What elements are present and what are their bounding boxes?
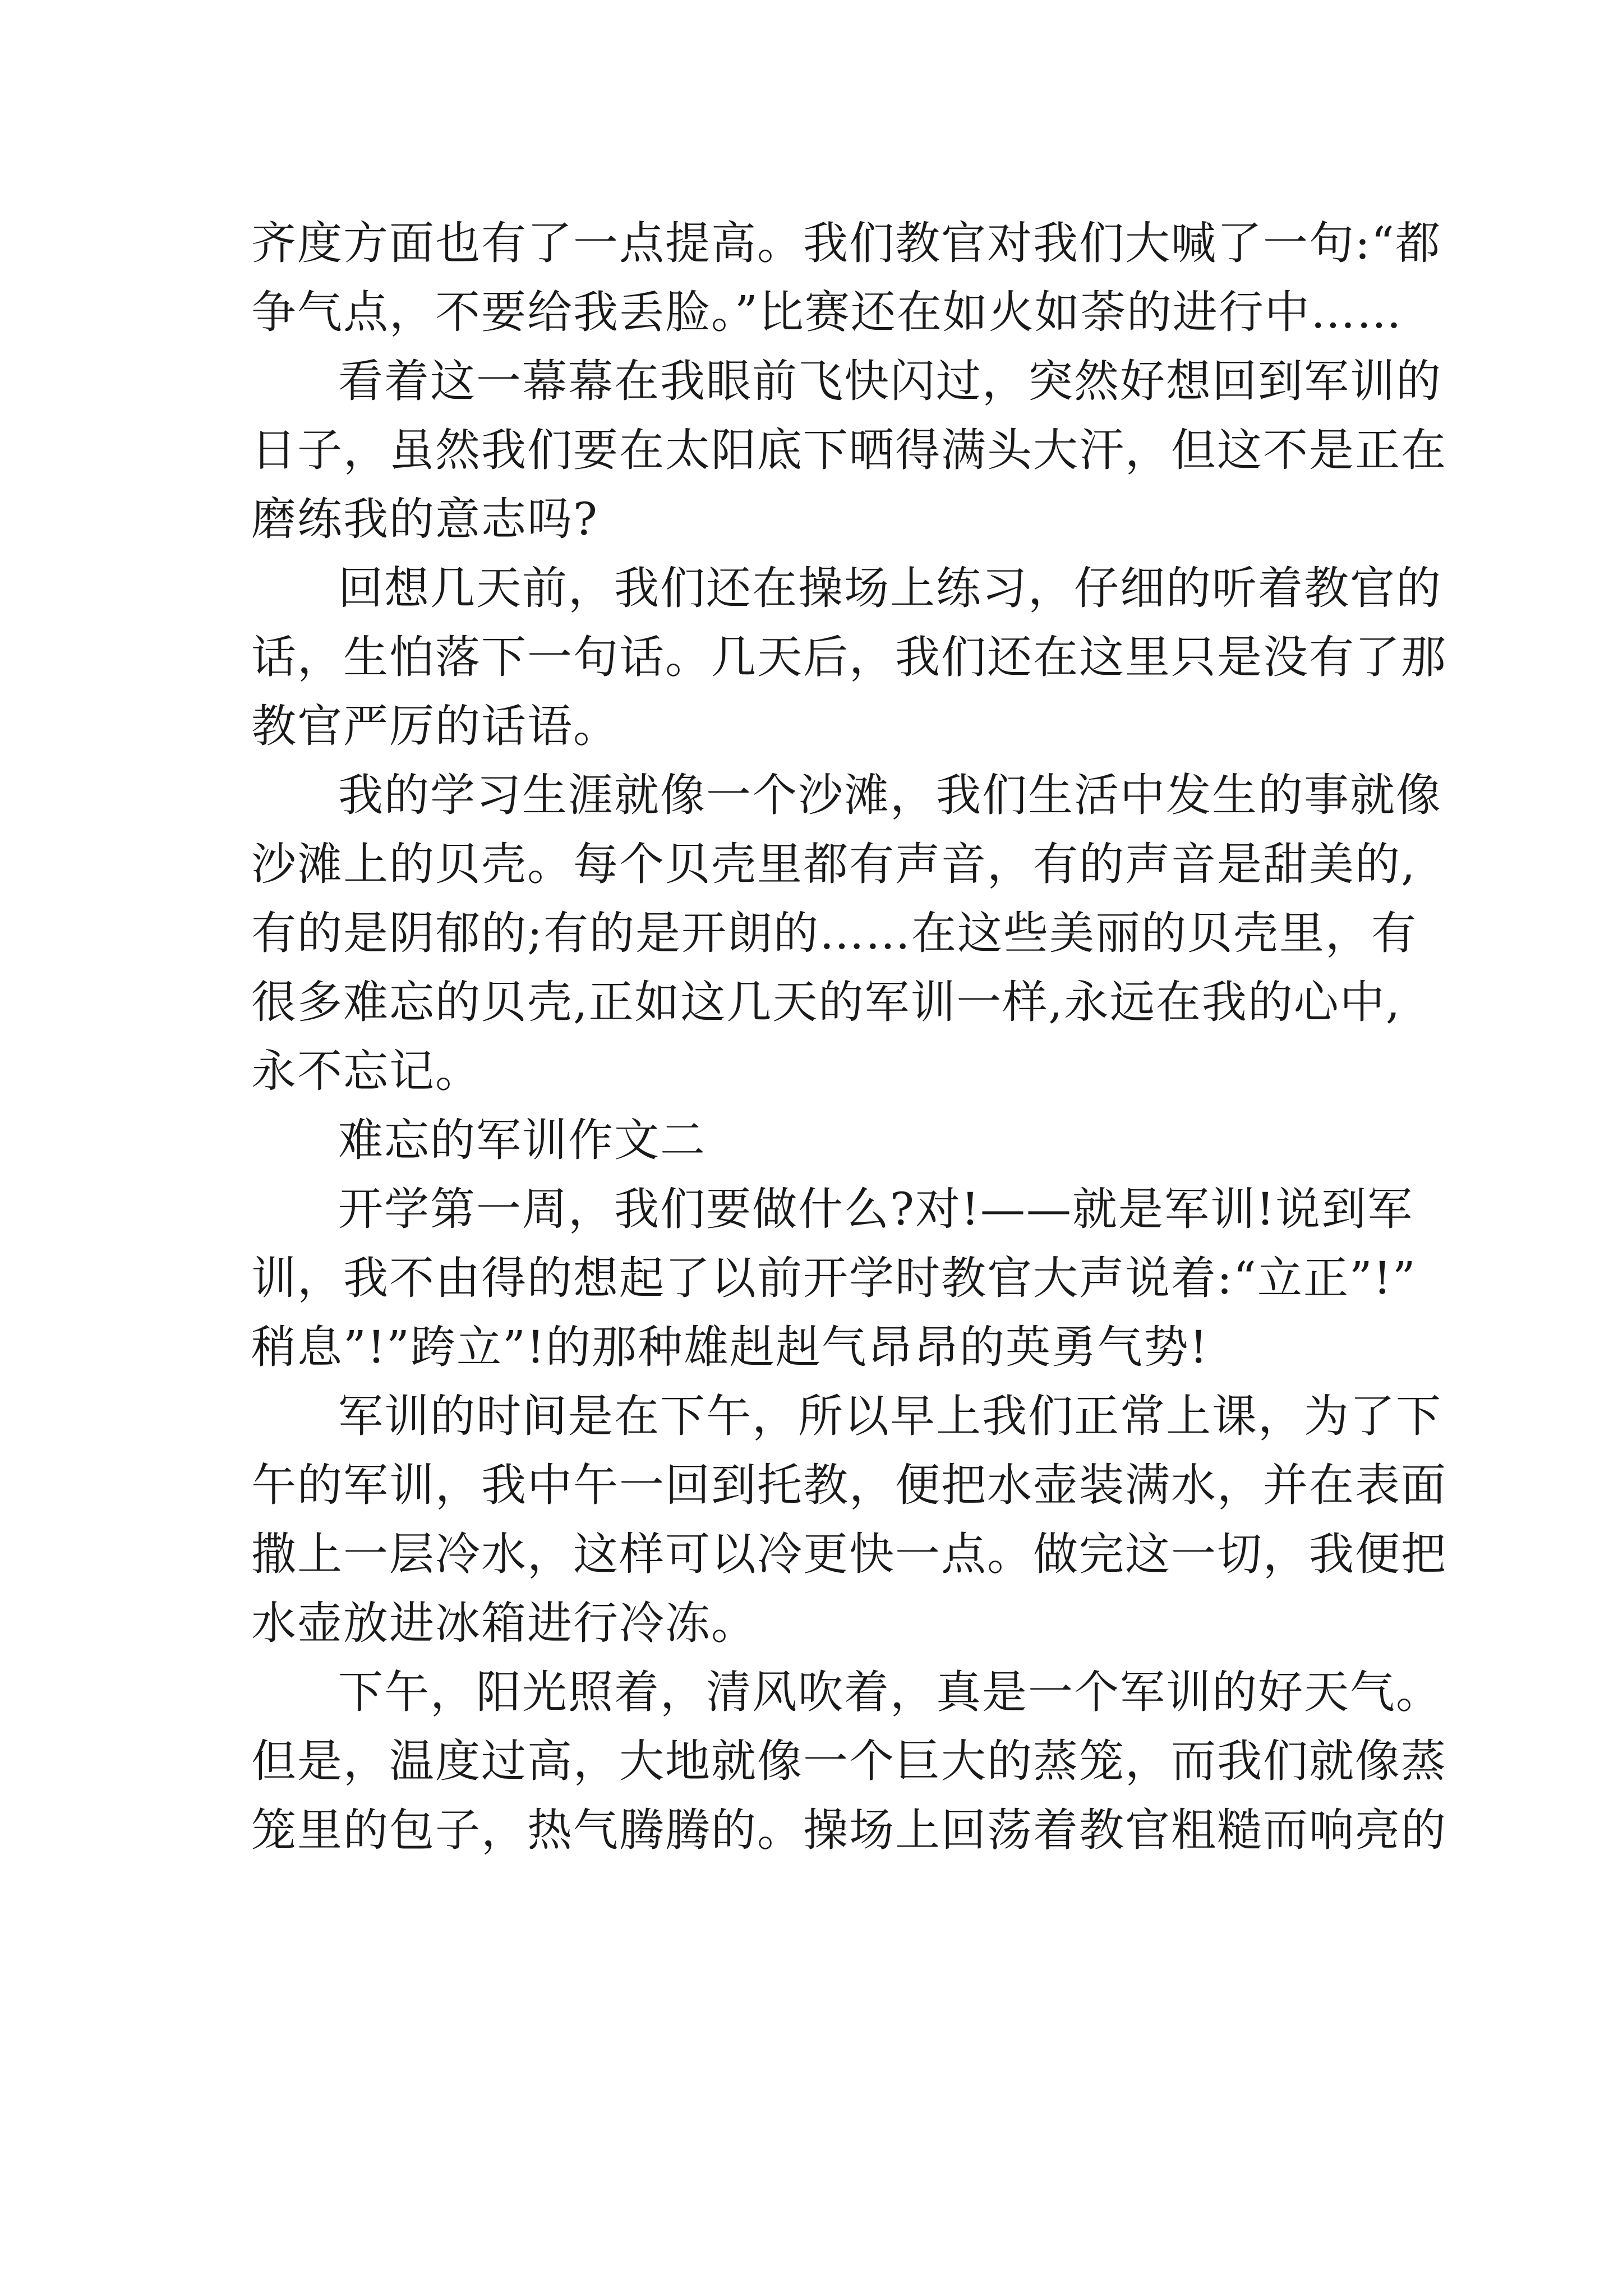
text-line: 沙滩上的贝壳。每个贝壳里都有声音，有的声音是甜美的, <box>251 838 1417 890</box>
text-line: 午的军训，我中午一回到托教，便把水壶装满水，并在表面 <box>251 1459 1447 1511</box>
text-line: 训，我不由得的想起了以前开学时教官大声说着:“立正”!” <box>251 1252 1417 1304</box>
text-line: 永不忘记。 <box>251 1045 481 1097</box>
text-line: 水壶放进冰箱进行冷冻。 <box>251 1597 757 1649</box>
text-line: 撒上一层冷水，这样可以冷更快一点。做完这一切，我便把 <box>251 1528 1447 1580</box>
text-line: 回想几天前，我们还在操场上练习，仔细的听着教官的 <box>338 562 1442 614</box>
text-line: 稍息”!”跨立”!的那种雄赳赳气昂昂的英勇气势! <box>251 1321 1209 1373</box>
text-line: 开学第一周，我们要做什么?对!——就是军训!说到军 <box>338 1183 1414 1235</box>
text-line: 但是，温度过高，大地就像一个巨大的蒸笼，而我们就像蒸 <box>251 1735 1447 1787</box>
text-line: 话，生怕落下一句话。几天后，我们还在这里只是没有了那 <box>251 631 1447 683</box>
text-line: 教官严厉的话语。 <box>251 700 619 752</box>
text-line: 齐度方面也有了一点提高。我们教官对我们大喊了一句:“都 <box>251 217 1441 269</box>
text-line: 看着这一幕幕在我眼前飞快闪过，突然好想回到军训的 <box>338 355 1442 407</box>
section-heading: 难忘的军训作文二 <box>338 1114 706 1166</box>
text-line: 日子，虽然我们要在太阳底下晒得满头大汗，但这不是正在 <box>251 424 1447 476</box>
essay-body <box>251 209 1447 1865</box>
text-line: 笼里的包子，热气腾腾的。操场上回荡着教官粗糙而响亮的 <box>251 1804 1447 1856</box>
text-line: 磨练我的意志吗? <box>251 493 598 545</box>
text-line: 争气点，不要给我丢脸。”比赛还在如火如荼的进行中…… <box>251 286 1403 338</box>
text-line: 很多难忘的贝壳,正如这几天的军训一样,永远在我的心中, <box>251 976 1401 1028</box>
text-line: 有的是阴郁的;有的是开朗的……在这些美丽的贝壳里，有 <box>251 907 1417 959</box>
text-line: 下午，阳光照着，清风吹着，真是一个军训的好天气。 <box>338 1666 1442 1718</box>
text-line: 我的学习生涯就像一个沙滩，我们生活中发生的事就像 <box>338 769 1442 821</box>
text-line: 军训的时间是在下午，所以早上我们正常上课，为了下 <box>338 1390 1442 1442</box>
